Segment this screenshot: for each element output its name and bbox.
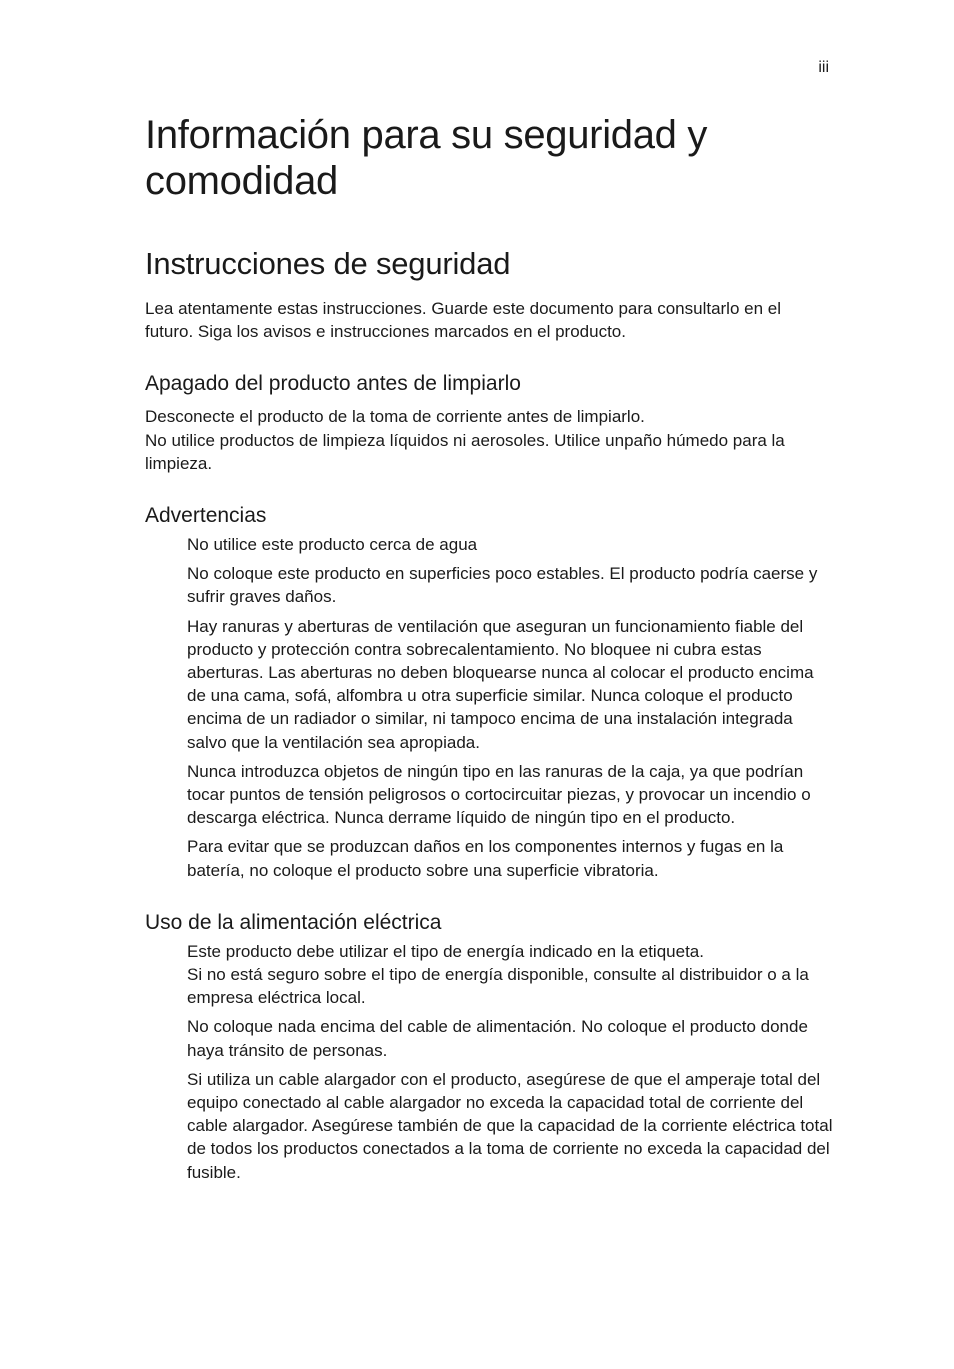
section-intro: Lea atentamente estas instrucciones. Guarde este documento para consultarlo en el futuro. Siga los avisos e instrucciones marcados en el producto. [145, 299, 781, 342]
list-item: No utilice este producto cerca de agua [187, 535, 478, 555]
subsection-title-uso: Uso de la alimentación eléctrica [145, 910, 442, 934]
document-body [145, 112, 833, 1190]
uso-list [187, 940, 833, 1184]
page-number: iii [818, 59, 829, 76]
subsection-title-apagado: Apagado del producto antes de limpiarlo [145, 372, 521, 396]
list-item [187, 940, 833, 1010]
uso-item-1-line-1: Este producto debe utilizar el tipo de energía indicado en la etiqueta. [187, 941, 704, 961]
apagado-line-1: Desconecte el producto de la toma de corriente antes de limpiarlo. [145, 407, 645, 427]
list-item: No coloque nada encima del cable de alimentación. No coloque el producto donde haya tránsito de personas. [187, 1017, 808, 1060]
list-item: Hay ranuras y aberturas de ventilación que aseguran un funcionamiento fiable del producto y protección contra sobrecalentamiento. No bloquee ni cubra estas aberturas. Las aberturas no deben bloquearse nunca al colocar el producto encima de una cama, sofá, alfombra u otra superficie similar. Nunca coloque el producto encima de un radiador o similar, ni tampoco encima de una instalación integrada salvo que la ventilación sea apropiada. [187, 616, 814, 752]
list-item: No coloque este producto en superficies poco estables. El producto podría caerse y sufrir graves daños. [187, 564, 818, 607]
apagado-line-2: No utilice productos de limpieza líquidos ni aerosoles. Utilice unpaño húmedo para la limpieza. [145, 430, 785, 473]
uso-item-1-line-2: Si no está seguro sobre el tipo de energía disponible, consulte al distribuidor o a la empresa eléctrica local. [187, 965, 809, 1008]
list-item: Nunca introduzca objetos de ningún tipo en las ranuras de la caja, ya que podrían tocar puntos de tensión peligrosos o cortocircuitar piezas, y provocar un incendio o descarga eléctrica. Nunca derrame líquido de ningún tipo en el producto. [187, 761, 811, 828]
document-title: Información para su seguridad y comodidad [145, 113, 708, 203]
list-item: Si utiliza un cable alargador con el producto, asegúrese de que el amperaje total del equipo conectado al cable alargador no exceda la capacidad total de corriente del cable alargador. Asegúrese también de que la capacidad de la corriente eléctrica total de todos los productos conectados a la toma de corriente no exceda la capacidad del fusible. [187, 1069, 833, 1182]
list-item: Para evitar que se produzcan daños en los componentes internos y fugas en la batería, no coloque el producto sobre una superficie vibratoria. [187, 837, 784, 880]
section-title: Instrucciones de seguridad [145, 246, 511, 281]
subsection-title-advertencias: Advertencias [145, 504, 267, 528]
apagado-paragraph [145, 405, 833, 475]
advertencias-list [187, 533, 833, 882]
